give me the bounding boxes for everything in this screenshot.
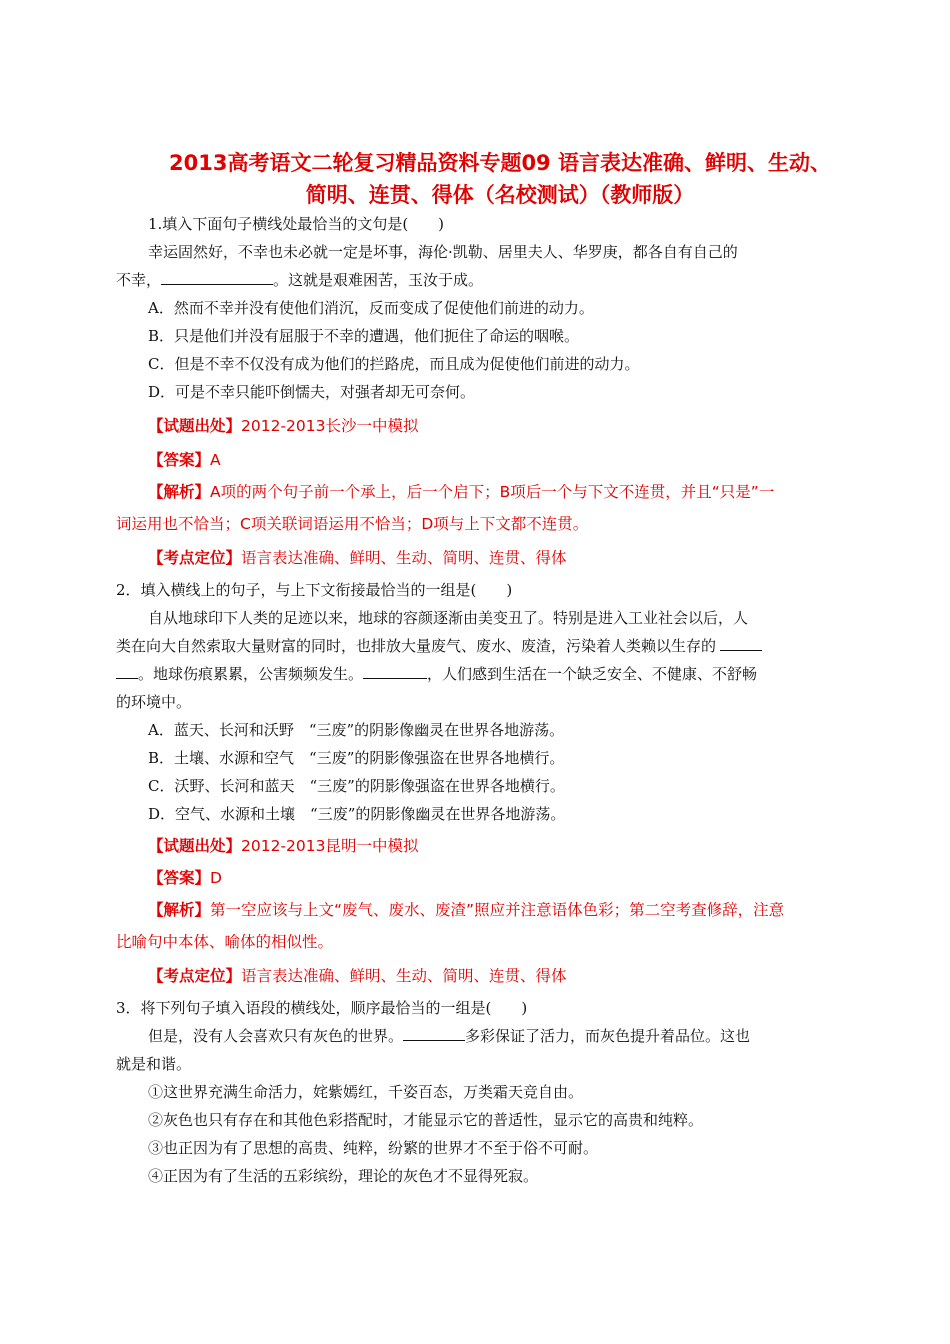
source-text: 2012-2013长沙一中模拟 bbox=[241, 417, 419, 435]
passage-text: 但是，没有人会喜欢只有灰色的世界。 bbox=[148, 1027, 404, 1045]
question-3-item-4: ④正因为有了生活的五彩缤纷，理论的灰色才不显得死寂。 bbox=[148, 1167, 539, 1185]
passage-text: 不幸， bbox=[116, 271, 162, 289]
question-1-point bbox=[148, 548, 567, 568]
question-3-item-1: ①这世界充满生命活力，姹紫嫣红，千姿百态，万类霜天竞自由。 bbox=[148, 1083, 584, 1101]
point-label: 【考点定位】 bbox=[148, 549, 242, 567]
question-2-option-a: A．蓝天、长河和沃野 “三废”的阴影像幽灵在世界各地游荡。 bbox=[148, 721, 565, 739]
question-3-passage-line-2: 就是和谐。 bbox=[116, 1055, 192, 1073]
question-2-option-b: B．土壤、水源和空气 “三废”的阴影像强盗在世界各地横行。 bbox=[148, 749, 565, 767]
analysis-label: 【解析】 bbox=[148, 483, 211, 501]
document-title-line-2: 简明、连贯、得体（名校测试）（教师版） bbox=[305, 183, 695, 207]
question-1-stem: 1.填入下面句子横线处最恰当的文句是( ) bbox=[148, 215, 445, 233]
answer-label: 【答案】 bbox=[148, 869, 211, 887]
fill-blank bbox=[363, 664, 427, 679]
fill-blank bbox=[403, 1026, 465, 1041]
question-2-passage-line-2 bbox=[116, 636, 762, 656]
source-text: 2012-2013昆明一中模拟 bbox=[241, 837, 419, 855]
question-2-stem: 2．填入横线上的句子，与上下文衔接最恰当的一组是( ) bbox=[116, 581, 513, 599]
passage-text: 。地球伤痕累累，公害频频发生。 bbox=[138, 665, 364, 683]
passage-text: ，人们感到生活在一个缺乏安全、不健康、不舒畅 bbox=[427, 665, 758, 683]
question-1-option-d: D．可是不幸只能吓倒懦夫，对强者却无可奈何。 bbox=[148, 383, 476, 401]
question-1-option-a: A．然而不幸并没有使他们消沉，反而变成了促使他们前进的动力。 bbox=[148, 299, 594, 317]
analysis-text: A项的两个句子前一个承上，后一个启下；B项后一个与下文不连贯，并且“只是”一 bbox=[210, 483, 775, 501]
fill-blank bbox=[116, 664, 138, 679]
point-text: 语言表达准确、鲜明、生动、简明、连贯、得体 bbox=[241, 549, 567, 567]
question-2-option-d: D．空气、水源和土壤 “三废”的阴影像幽灵在世界各地游荡。 bbox=[148, 805, 566, 823]
document-title-line-1: 2013高考语文二轮复习精品资料专题09 语言表达准确、鲜明、生动、 bbox=[169, 151, 831, 175]
answer-text: D bbox=[210, 869, 222, 887]
question-3-passage-line-1 bbox=[148, 1026, 750, 1046]
question-3-stem: 3．将下列句子填入语段的横线处，顺序最恰当的一组是( ) bbox=[116, 999, 528, 1017]
question-2-analysis-line-1 bbox=[148, 900, 784, 920]
analysis-text: 第一空应该与上文“废气、废水、废渣”照应并注意语体色彩；第二空考查修辞，注意 bbox=[210, 901, 785, 919]
question-2-answer bbox=[148, 868, 222, 888]
fill-blank bbox=[161, 270, 273, 285]
question-2-passage-line-1: 自从地球印下人类的足迹以来，地球的容颜逐渐由美变丑了。特别是进入工业社会以后，人 bbox=[148, 609, 749, 627]
question-1-option-b: B．只是他们并没有屈服于不幸的遭遇，他们扼住了命运的咽喉。 bbox=[148, 327, 580, 345]
question-2-passage-line-4: 的环境中。 bbox=[116, 693, 192, 711]
question-2-analysis-line-2: 比喻句中本体、喻体的相似性。 bbox=[116, 933, 334, 951]
question-3-item-3: ③也正因为有了思想的高贵、纯粹，纷繁的世界才不至于俗不可耐。 bbox=[148, 1139, 599, 1157]
point-label: 【考点定位】 bbox=[148, 967, 242, 985]
analysis-label: 【解析】 bbox=[148, 901, 211, 919]
question-1-answer bbox=[148, 450, 221, 470]
passage-text: 多彩保证了活力，而灰色提升着品位。这也 bbox=[465, 1027, 751, 1045]
question-1-analysis-line-1 bbox=[148, 482, 774, 502]
source-label: 【试题出处】 bbox=[148, 417, 242, 435]
passage-text: 类在向大自然索取大量财富的同时，也排放大量废气、废水、废渣，污染着人类赖以生存的 bbox=[116, 637, 717, 655]
question-3-item-2: ②灰色也只有存在和其他色彩搭配时，才能显示它的普适性，显示它的高贵和纯粹。 bbox=[148, 1111, 704, 1129]
question-1-passage-line-2 bbox=[116, 270, 483, 290]
question-2-passage-line-3 bbox=[116, 664, 757, 684]
question-1-analysis-line-2: 词运用也不恰当；C项关联词语运用不恰当；D项与上下文都不连贯。 bbox=[116, 515, 589, 533]
question-2-point bbox=[148, 966, 567, 986]
answer-text: A bbox=[210, 451, 221, 469]
source-label: 【试题出处】 bbox=[148, 837, 242, 855]
question-2-option-c: C．沃野、长河和蓝天 “三废”的阴影像强盗在世界各地横行。 bbox=[148, 777, 565, 795]
question-2-source bbox=[148, 836, 419, 856]
question-1-source bbox=[148, 416, 419, 436]
answer-label: 【答案】 bbox=[148, 451, 211, 469]
fill-blank bbox=[720, 636, 762, 651]
question-1-passage-line-1: 幸运固然好，不幸也未必就一定是坏事，海伦·凯勒、居里夫人、华罗庚，都各自有自己的 bbox=[148, 243, 738, 261]
question-1-option-c: C．但是不幸不仅没有成为他们的拦路虎，而且成为促使他们前进的动力。 bbox=[148, 355, 640, 373]
passage-text: 。这就是艰难困苦，玉汝于成。 bbox=[273, 271, 484, 289]
point-text: 语言表达准确、鲜明、生动、简明、连贯、得体 bbox=[241, 967, 567, 985]
